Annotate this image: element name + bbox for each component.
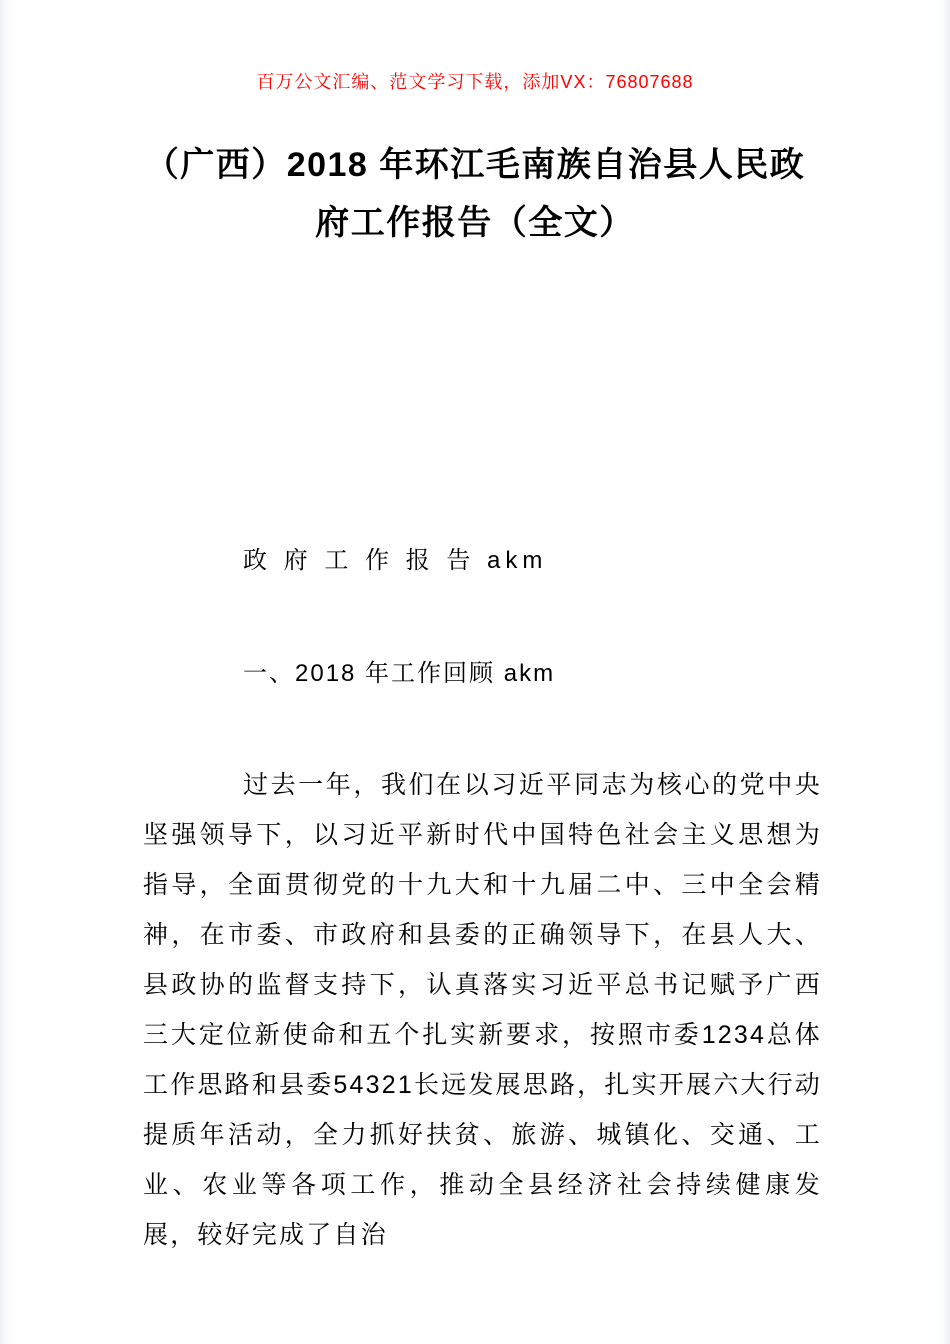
promo-text: 百万公文汇编、范文学习下载，添加VX：76807688 <box>256 72 694 92</box>
report-heading: 政 府 工 作 报 告 akm <box>243 547 548 574</box>
title-line-2: 府工作报告（全文） <box>315 204 635 242</box>
section-heading: 一、2018 年工作回顾 akm <box>243 660 556 687</box>
promo-header <box>0 0 950 94</box>
paragraph-1: 过去一年，我们在以习近平同志为核心的党中央坚强领导下，以习近平新时代中国特色社会主义思想为指导，全面贯彻党的十九大和十九届二中、三中全会精神，在市委、市政府和县委的正确领导下，在县人大、县政协的监督支持下，认真落实习近平总书记赋予广西三大定位新使命和五个扎实新要求，按照市委1234总体工作思路和县委54321长远发展思路，扎实开展六大行动提质年活动，全力抓好扶贫、旅游、城镇化、交通、工业、农业等各项工作，推动全县经济社会持续健康发展，较好完成了自治 <box>143 771 822 1249</box>
document-title <box>115 136 835 252</box>
document-body <box>143 540 822 1260</box>
title-line-1: （广西）2018 年环江毛南族自治县人民政 <box>144 146 806 184</box>
